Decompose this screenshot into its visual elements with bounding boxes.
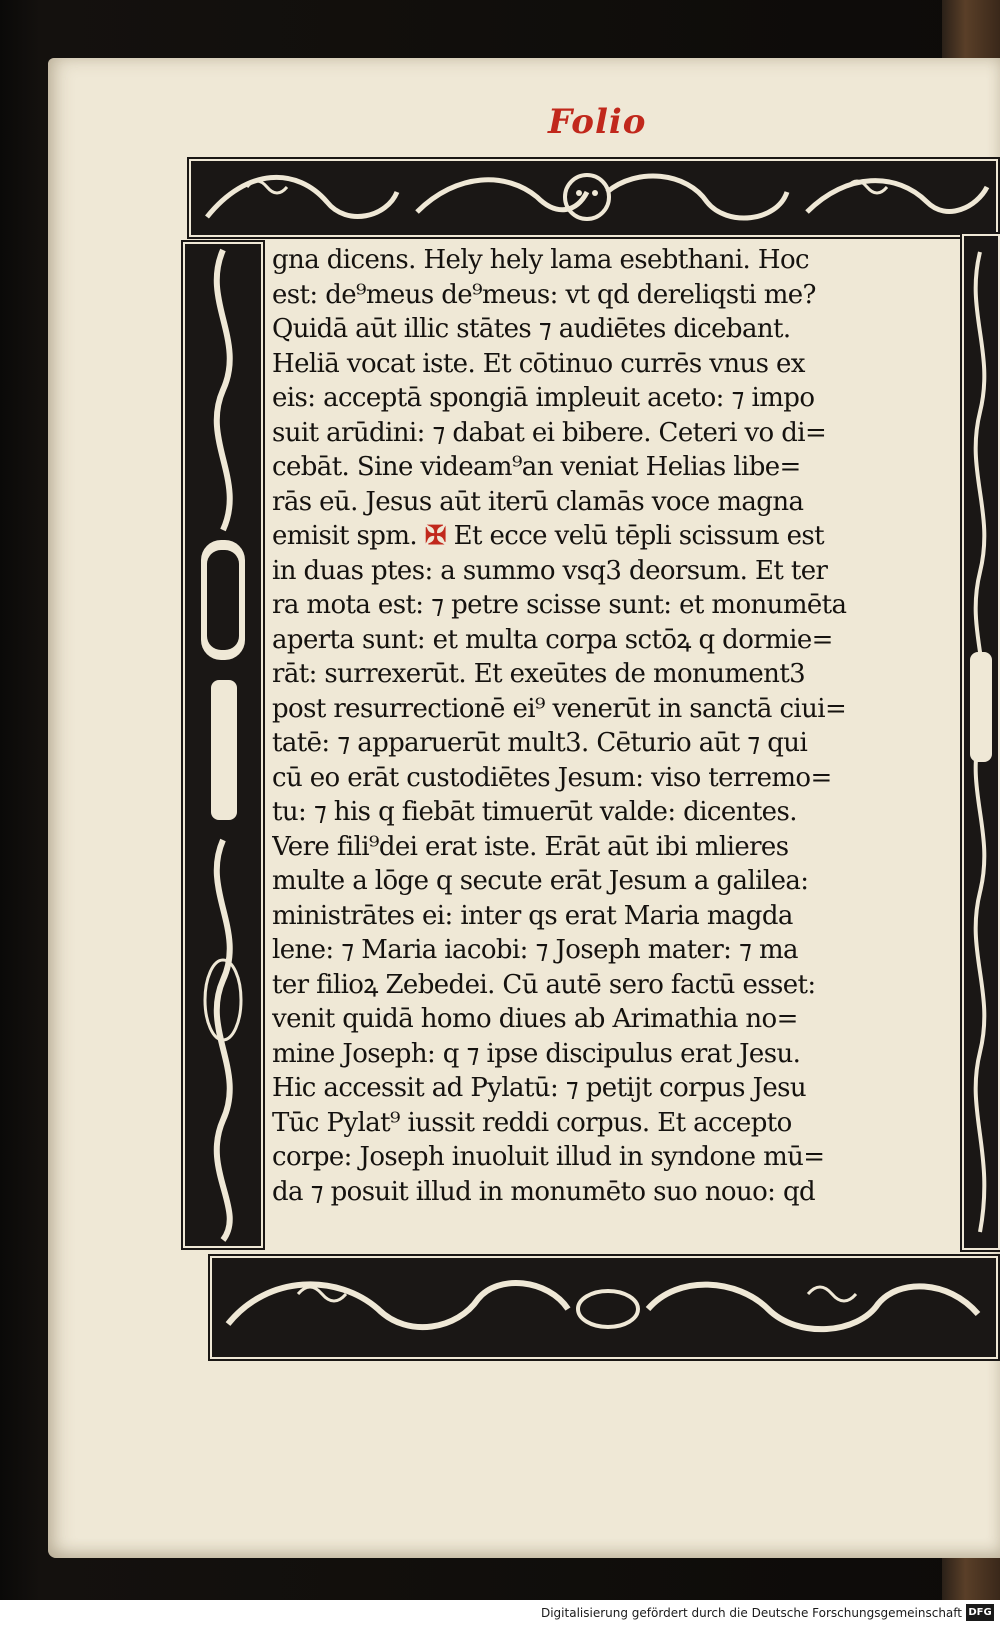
text-line: Heliā vocat iste. Et cōtinuo currēs vnus ex [272,348,805,379]
woodcut-border-right [960,232,1000,1252]
text-line-segment: emisit spm. [272,521,418,551]
text-line-with-cross [272,519,960,554]
text-line: tu: ⁊ his q fiebāt timuerūt valde: dicentes. [272,797,797,827]
text-line: Vere fili⁹dei erat iste. Erāt aūt ibi mlieres [272,831,789,862]
funding-credit: Digitalisierung gefördert durch die Deutsche Forschungsgemeinschaft [540,1606,962,1620]
text-line: eis: acceptā spongiā impleuit aceto: ⁊ impo [272,383,815,413]
woodcut-border-bottom [208,1254,1000,1361]
text-line: ra mota est: ⁊ petre scisse sunt: et monumēta [272,590,847,620]
text-line: multe a lōge q secute erāt Jesum a galilea: [272,866,809,896]
text-line: aperta sunt: et multa corpa sctōꝝ q dormie= [272,624,833,655]
text-line: rās eū. Jesus aūt iterū clamās voce magna [272,486,804,517]
text-line: in duas ptes: a summo vsq3 deorsum. Et ter [272,555,828,586]
text-line: da ⁊ posuit illud in monumēto suo nouo: qd [272,1176,816,1207]
text-line: Quidā aūt illic stātes ⁊ audiētes dicebant. [272,314,791,344]
text-line: lene: ⁊ Maria iacobi: ⁊ Joseph mater: ⁊ ma [272,935,798,965]
text-line: ter filioꝝ Zebedei. Cū autē sero factū esset: [272,969,816,1000]
red-cross-icon: ✠ [424,521,446,551]
text-line: gna dicens. Hely hely lama esebthani. Hoc [272,245,809,275]
text-line: ministrātes ei: inter qs erat Maria magda [272,900,793,931]
text-line: cebāt. Sine videam⁹an veniat Helias libe= [272,452,801,482]
text-line-segment: Et ecce velū tēpli scissum est [453,521,824,551]
text-line: Hic accessit ad Pylatū: ⁊ petijt corpus Jesu [272,1073,807,1103]
text-line: rāt: surrexerūt. Et exeūtes de monument3 [272,659,806,689]
text-line: Tūc Pylat⁹ iussit reddi corpus. Et accepto [272,1107,792,1138]
text-line: mine Joseph: q ⁊ ipse discipulus erat Jesu. [272,1038,801,1069]
main-text-block [272,243,960,1253]
text-line: corpe: Joseph inuoluit illud in syndone mū= [272,1142,825,1172]
text-line: suit arūdini: ⁊ dabat ei bibere. Ceteri vo di= [272,417,827,448]
folio-heading: Folio [548,102,647,142]
text-line: tatē: ⁊ apparuerūt mult3. Cēturio aūt ⁊ qui [272,728,808,758]
text-line: est: de⁹meus de⁹meus: vt qd dereliqsti me? [272,279,816,310]
woodcut-border-top [187,157,1000,239]
text-line: venit quidā homo diues ab Arimathia no= [272,1004,798,1034]
text-line: post resurrectionē ei⁹ venerūt in sanctā ciui= [272,693,847,724]
digitization-footer [0,1600,1000,1627]
woodcut-border-left [181,240,265,1250]
dfg-logo: DFG [966,1604,994,1621]
text-line: cū eo erāt custodiētes Jesum: viso terremo= [272,762,832,793]
